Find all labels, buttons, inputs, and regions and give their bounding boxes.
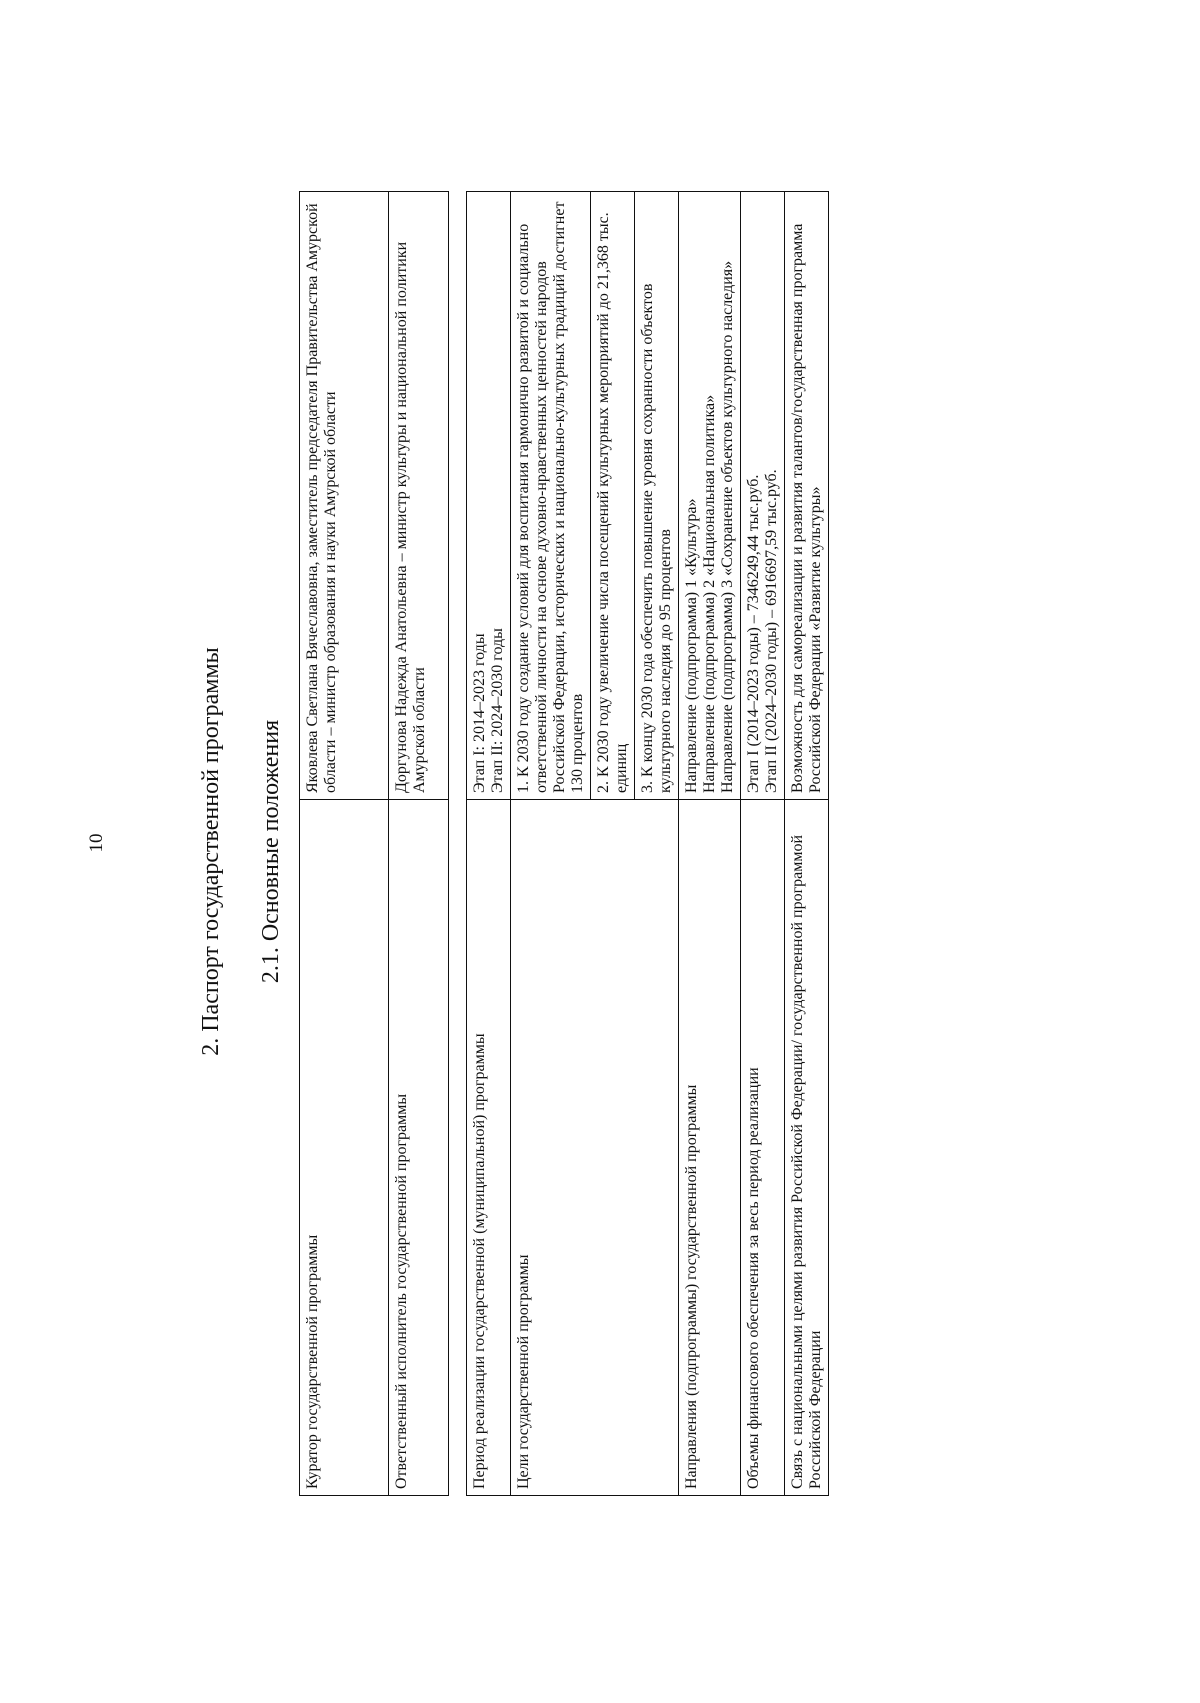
table-row: [300, 192, 389, 1496]
curator-label: Куратор государственной программы: [300, 800, 389, 1496]
funding-value: [741, 192, 785, 800]
direction-3: Направление (подпрограмма) 3 «Сохранение объектов культурного наследия»: [719, 260, 736, 793]
curator-table: [299, 191, 449, 1496]
section-title: 2.1. Основные положения: [258, 719, 284, 984]
funding-label: Объемы финансового обеспечения за весь период реализации: [741, 800, 785, 1496]
period-label: Период реализации государственной (муниципальной) программы: [467, 800, 511, 1496]
period-value: [467, 192, 511, 800]
direction-2: Направление (подпрограмма) 2 «Национальная политика»: [701, 394, 718, 793]
national-goals-value: Возможность для самореализации и развития талантов/государственная программа Российской Федерации «Развитие культуры»: [785, 192, 829, 800]
executor-value: Доргунова Надежда Анатольевна – министр культуры и национальной политики Амурской области: [389, 192, 449, 800]
period-stage-2: Этап II: 2024–2030 годы: [489, 628, 506, 793]
table-row: [389, 192, 449, 1496]
national-goals-label: Связь с национальными целями развития Российской Федерации/ государственной программой Российской Федерации: [785, 800, 829, 1496]
curator-value: Яковлева Светлана Вячеславовна, заместитель председателя Правительства Амурской области – министр образования и науки Амурской области: [300, 192, 389, 800]
directions-label: Направления (подпрограммы) государственной программы: [679, 800, 741, 1496]
table-row: [741, 192, 785, 1496]
goal-2: 2. К 2030 году увеличение числа посещений культурных мероприятий до 21,368 тыс. единиц: [591, 192, 635, 800]
goal-1: 1. К 2030 году создание условий для воспитания гармонично развитой и социально ответственной личности на основе духовно-нравственных ценностей народов Российской Федерации, исторических и национально-культурных традиций достигнет 130 процентов: [511, 192, 591, 800]
table-row: [467, 192, 511, 1496]
table-row: [511, 192, 591, 1496]
executor-label: Ответственный исполнитель государственной программы: [389, 800, 449, 1496]
goals-label: Цели государственной программы: [511, 800, 679, 1496]
period-stage-1: Этап I: 2014–2023 годы: [471, 633, 488, 793]
direction-1: Направление (подпрограмма) 1 «Культура»: [683, 498, 700, 793]
funding-stage-1: Этап I (2014–2023 годы) – 7346249,44 тыс.руб.: [745, 474, 762, 793]
page-number: 10: [86, 833, 107, 853]
document-title: 2. Паспорт государственной программы: [198, 647, 224, 1056]
goal-3: 3. К концу 2030 года обеспечить повышение уровня сохранности объектов культурного наследия до 95 процентов: [635, 192, 679, 800]
directions-value: [679, 192, 741, 800]
table-row: [785, 192, 829, 1496]
table-row: [679, 192, 741, 1496]
funding-stage-2: Этап II (2024–2030 годы) – 6916697,59 тыс.руб.: [763, 469, 780, 793]
program-table: [466, 191, 829, 1496]
